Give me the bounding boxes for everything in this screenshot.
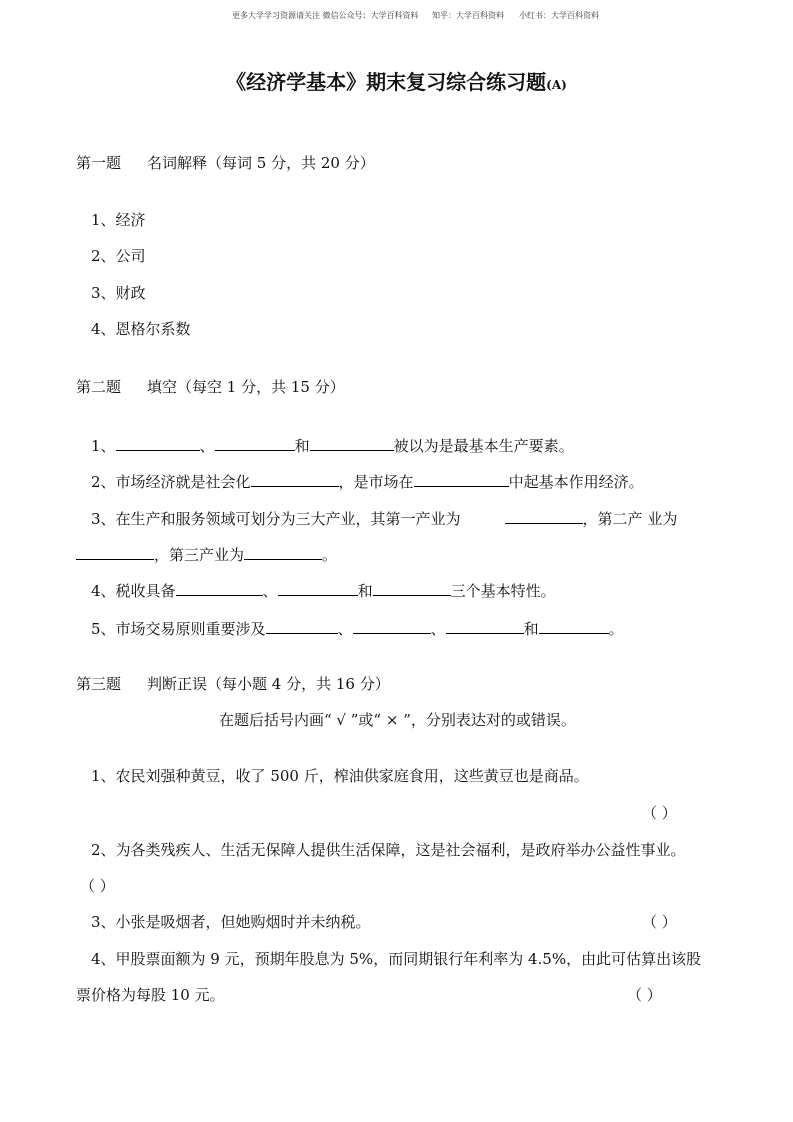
text: 、: [430, 620, 446, 638]
judge-question-2: 2、为各类残疾人、生活无保障人提供生活保障，这是社会福利，是政府举办公益性事业。: [91, 841, 686, 859]
blank[interactable]: [176, 579, 263, 596]
blank[interactable]: [251, 470, 339, 487]
text: 三个基本特性。: [450, 582, 556, 600]
term-item: 1、经济: [91, 211, 146, 229]
text: 和: [523, 620, 539, 638]
answer-bracket[interactable]: （ ）: [642, 804, 677, 822]
title-main: 《经济学基本》期末复习综合练习题: [226, 70, 547, 94]
text: 中起基本作用经济。: [508, 473, 644, 491]
section-1-heading: [76, 153, 375, 173]
section-label: 第三题: [76, 675, 122, 693]
text: ，第二产 业为: [582, 510, 678, 528]
text: 和: [357, 582, 373, 600]
header-xiaohongshu: 小红书：大学百科资料: [519, 11, 599, 20]
blank[interactable]: [310, 434, 394, 451]
text: 。: [322, 546, 338, 564]
header-wechat: 更多大学学习资源请关注 微信公众号：大学百科资料: [232, 11, 419, 20]
answer-bracket[interactable]: （ ）: [642, 913, 677, 931]
blank[interactable]: [116, 434, 200, 451]
fill-question-4: [91, 579, 556, 601]
section-3-heading: [76, 674, 390, 694]
text: 。: [608, 620, 624, 638]
blank[interactable]: [539, 617, 609, 634]
section-label: 第一题: [76, 154, 122, 172]
judge-question-4: 4、甲股票面额为 9 元，预期年股息为 5%，而同期银行年利率为 4.5%，由此可估算出该股: [91, 950, 702, 968]
blank[interactable]: [414, 470, 509, 487]
term-item: 4、恩格尔系数: [91, 320, 191, 338]
term-item: 2、公司: [91, 247, 146, 265]
fill-question-3-cont: [76, 543, 337, 565]
section-title: 名词解释（每词 5 分，共 20 分）: [147, 154, 375, 172]
judge-question-4-cont: 票价格为每股 10 元。: [76, 986, 225, 1004]
section-title: 判断正误（每小题 4 分，共 16 分）: [147, 675, 390, 693]
answer-bracket[interactable]: （ ）: [80, 877, 115, 895]
text: 、: [337, 620, 353, 638]
blank[interactable]: [353, 617, 431, 634]
text: ，第三产业为: [154, 546, 245, 564]
blank[interactable]: [215, 434, 295, 451]
text: 3、在生产和服务领域可划分为三大产业，其第一产业为: [91, 510, 461, 528]
fill-question-2: [91, 470, 644, 492]
answer-bracket[interactable]: （ ）: [627, 986, 662, 1004]
judge-question-1: 1、农民刘强种黄豆，收了 500 斤，榨油供家庭食用，这些黄豆也是商品。: [91, 767, 589, 785]
fill-question-5: [91, 617, 624, 639]
term-item: 3、财政: [91, 284, 146, 302]
text: 4、税收具备: [91, 582, 176, 600]
text: 5、市场交易原则重要涉及: [91, 620, 266, 638]
text: 被以为是最基本生产要素。: [393, 437, 574, 455]
blank[interactable]: [446, 617, 524, 634]
blank[interactable]: [244, 543, 322, 560]
instruction: 在题后括号内画“ √ ”或“ × ”，分别表达对的或错误。: [219, 711, 576, 729]
blank[interactable]: [278, 579, 358, 596]
text: 和: [294, 437, 310, 455]
text: ，是市场在: [338, 473, 414, 491]
text: 1、: [91, 437, 116, 455]
blank[interactable]: [76, 543, 154, 560]
section-label: 第二题: [76, 378, 122, 396]
header-zhihu: 知乎：大学百科资料: [432, 11, 504, 20]
blank[interactable]: [373, 579, 451, 596]
blank[interactable]: [505, 507, 583, 524]
page-title: [0, 66, 793, 95]
text: 2、市场经济就是社会化: [91, 473, 251, 491]
section-title: 填空（每空 1 分，共 15 分）: [147, 378, 345, 396]
judge-question-3: 3、小张是吸烟者，但她购烟时并未纳税。: [91, 913, 371, 931]
title-suffix: (A): [546, 78, 567, 92]
blank[interactable]: [266, 617, 338, 634]
fill-question-3: [91, 507, 677, 529]
text: 、: [262, 582, 278, 600]
section-2-heading: [76, 377, 345, 397]
text: 、: [199, 437, 215, 455]
fill-question-1: [91, 434, 574, 456]
